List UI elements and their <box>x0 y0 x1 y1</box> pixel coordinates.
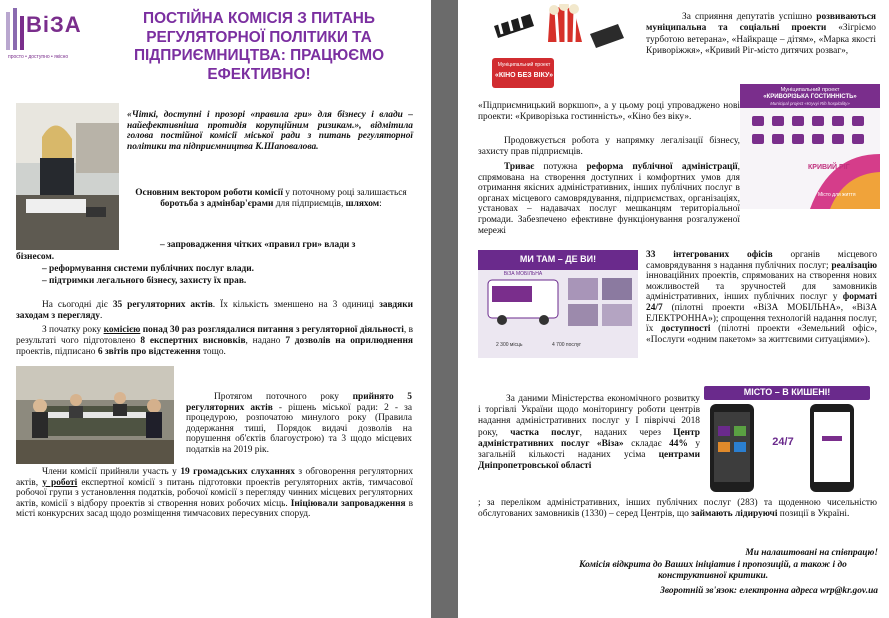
since-paragraph <box>16 325 413 359</box>
assist-projects: розвиваються муніципальна та соціальні проекти <box>646 12 876 34</box>
members-text-1: Члени комісії прийняли участь у <box>42 467 181 477</box>
cinema-project-image <box>478 4 628 94</box>
city-in-pocket-image <box>698 386 876 498</box>
since-commission: комісією <box>103 325 141 335</box>
acts-text-2: . Їх кількість зменшено на 3 одиниці <box>212 300 380 310</box>
ministry-text-5: ; за переліком адміністративних, інших публічних послуг (283) та щоденною чисельністю обслугованих замовників (1330) – серед Центрів, що <box>478 498 877 519</box>
hospitality-project-image <box>740 84 880 209</box>
during-paragraph <box>186 392 412 456</box>
hospitality-line2: «КРИВОРІЗЬКА ГОСТИННІСТЬ» <box>763 94 857 100</box>
hospitality-line3: Municipal project «Kryvyi Rih hospitality» <box>770 101 850 106</box>
since-count: понад 30 раз розглядалися питання з регуляторної діяльності <box>142 325 404 335</box>
since-text-2: , в результаті чого підготовлено <box>16 325 413 347</box>
closing-line-1: Ми налаштовані на співпрацю! <box>745 548 878 558</box>
assist-text-2: «Зігріємо турботою ветерана», «Найкраще – дітям», «Марка якості Криворіжжя», «Кривий Ріг-місто дитячих розваг», <box>646 23 876 56</box>
vector-way: шляхом <box>345 198 380 209</box>
closing-line-2: Комісія відкрита до Ваших ініціатив і пропозицій, а також і до конструктивної критики. <box>579 560 847 581</box>
since-text-1: З початку року <box>42 325 104 335</box>
reform-text-3: органів місцевого самоврядування з надання публічних послуг; <box>646 250 877 271</box>
members-text-4: в місті конкурсних засад щодо розміщення тимчасових пересувних споруд. <box>16 498 413 520</box>
ministry-leading: займають лідируючі <box>691 508 778 519</box>
cinema-badge-line2: «КІНО БЕЗ ВІКУ» <box>494 72 553 79</box>
acts-paragraph <box>16 300 413 321</box>
reform-lead: Триває <box>504 162 535 172</box>
pocket-247: 24/7 <box>772 436 794 448</box>
ministry-text-3: складає <box>623 438 670 449</box>
mobile-stat-2: 4 700 послуг <box>552 342 582 348</box>
reform-text-2: , спрямована на створення доступних і комфортних умов для отримання якісних адміністративних, інших публічних послуг в органах місцевого самоврядування, підприємствах, організаціях, установах – надавачах послуг мешканцям територіальної громади. Забезпечено ефективне функціонування розгалуженої мережі <box>478 162 740 236</box>
left-page <box>0 0 431 618</box>
since-text-4: проектів, підписано <box>16 347 98 358</box>
reform-text-1: потужна <box>534 162 587 172</box>
during-text-2: - рішень міської ради: 2 - за процедурою, розпочатою минулого року (Правила додержання тиші, Порядок видачі дозволів на порушення об'єктів благоустрою) та 3 щодо місцевих податків на 2019 рік. <box>186 402 412 455</box>
feedback-email[interactable]: Зворотній зв'язок: електронна адреса wrp@kr.gov.ua <box>660 586 878 596</box>
bullet-2: – реформування системи публічних послуг влади. <box>42 264 255 274</box>
since-experts: 8 експертних висновків <box>140 336 246 347</box>
members-text-3: експертної комісії з питань підготовки проектів регуляторних актів, тимчасової робочої групи з установлення податків, робочої комісії з перегляду чинних місцевих регуляторних актів, комісії з відбору проектів зі створення нових робочих місць. <box>16 477 413 509</box>
viza-logo <box>4 4 90 64</box>
acts-dot: . <box>99 310 103 321</box>
reform-text-5: (пілотні проекти «ВіЗА МОБІЛЬНА», «ВіЗА ЕЛЕКТРОННА»); спрощення технологій надання послуг, їх <box>646 302 877 335</box>
reform-paragraph-full <box>646 250 877 392</box>
since-permits: 7 дозволів на оприлюднення <box>285 336 413 347</box>
vector-colon: : <box>379 198 382 209</box>
legal-paragraph: Продовжується робота у напрямку легалізації бізнесу, захисту прав підприємців. <box>478 136 740 157</box>
assist-text-1: За сприяння депутатів успішно <box>682 12 817 22</box>
members-hearings: 19 громадських слуханнях <box>180 467 295 477</box>
since-text-3: , надано <box>245 336 286 347</box>
ministry-center: Центр адміністративних послуг «Віза» <box>478 427 701 449</box>
quote-paragraph: «Чіткі, доступні і прозорі «правила гри» для бізнесу і влади – найефективніша протидія корупційним ризикам.», відмітила голова постійної комісії міської ради з питань регуляторної політики та підприємництва К.Шаповалова. <box>127 110 413 152</box>
members-work: у роботі <box>42 477 78 488</box>
since-reports: 6 звітів про відстеження <box>97 347 201 358</box>
ministry-paragraph-end <box>478 498 877 519</box>
members-paragraph <box>16 467 413 520</box>
acts-review: завдяки заходам з перегляду <box>16 300 413 321</box>
ministry-share: частка послуг <box>510 427 580 438</box>
during-acts: прийнято 5 регуляторних актів <box>186 392 412 413</box>
pocket-banner: МІСТО – В КИШЕНІ! <box>743 387 831 397</box>
reform-text-6: (пілотні проекти «Земельний офіс», «Послуги «одним пакетом» за життєвими ситуаціями»). <box>646 324 877 345</box>
since-text-5: тощо. <box>200 347 226 358</box>
vector-text-2: для підприємців, <box>273 198 346 209</box>
bullet-3: – підтримки легального бізнесу, захисту їх прав. <box>42 276 247 286</box>
acts-text-1: На сьогодні діє <box>42 300 113 310</box>
vector-lead: Основним вектором роботи комісії <box>135 188 283 198</box>
reform-text-4: інноваційних проектів, спрямованих на створення нових можливостей та зручностей для замовників адміністративних, інших публічних послуг у <box>646 271 877 303</box>
hospitality-line1: Муніципальний проект <box>780 87 840 93</box>
logo-tagline: просто • доступно • якісно <box>8 54 69 60</box>
acts-count: 35 регуляторних актів <box>112 300 213 310</box>
vector-highlight: боротьба з адмінбар'єрами <box>160 198 274 209</box>
ministry-text-2: , наданих через <box>579 427 674 438</box>
hospitality-city-slogan: Місто для життя <box>818 192 856 198</box>
ministry-text-1: За даними Міністерства економічного розвитку і торгівлі України щодо моніторингу роботи центрів надання адміністративних послуг у І півріччі 2018 року, <box>478 394 700 438</box>
bullet-1-cont: бізнесом. <box>16 252 55 262</box>
reform-paragraph-top <box>478 162 740 247</box>
hospitality-city: КРИВИЙ РІГ <box>808 164 850 171</box>
members-introduction: запровадження <box>340 498 406 509</box>
vector-paragraph <box>130 188 412 209</box>
page-gutter <box>431 0 458 618</box>
ministry-paragraph <box>478 394 700 472</box>
reform-public-admin: реформа публічної адміністрації <box>586 162 738 172</box>
bullet-1: – запровадження чітких «правил гри» влади з <box>160 240 356 250</box>
right-page <box>458 0 889 618</box>
members-initiated: Ініціювали <box>290 498 339 509</box>
meeting-photo-2 <box>16 366 174 464</box>
during-text-1: Протягом поточного року <box>214 392 353 402</box>
ministry-percent: 44% <box>669 438 688 449</box>
reform-offices: 33 інтегрованих офісів <box>646 250 773 260</box>
reform-implementation: реалізацію <box>831 260 877 271</box>
viza-mobile-image <box>478 250 638 358</box>
logo-name: ВіЗА <box>26 12 82 37</box>
assist-paragraph-bottom: «Підприємницький воркшоп», а у цьому році упроваджено нові проекти: «Криворізька гостинність», «Кіно без віку». <box>478 101 740 123</box>
assist-paragraph-top <box>646 12 876 57</box>
meeting-photo-1 <box>16 103 119 250</box>
members-text-2: з обговорення регуляторних актів, <box>16 467 414 488</box>
mobile-subtitle: ВіЗА МОБІЛЬНА <box>503 271 543 277</box>
page-title: ПОСТІЙНА КОМІСІЯ З ПИТАНЬ РЕГУЛЯТОРНОЇ ПОЛІТИКИ ТА ПІДПРИЄМНИЦТВА: ПРАЦЮЄМО ЕФЕКТИВНО! <box>133 10 385 83</box>
reform-accessibility: доступності <box>660 324 711 335</box>
reform-format: форматі 24/7 <box>646 292 877 313</box>
vector-text-1: у поточному році залишається <box>282 188 407 198</box>
ministry-text-4: у загальній кількості наданих усіма <box>478 438 701 461</box>
mobile-banner: МИ ТАМ – ДЕ ВИ! <box>519 254 597 264</box>
mobile-stat-1: 2 300 місць <box>496 342 523 348</box>
ministry-region: центрами Дніпропетровської області <box>478 450 700 472</box>
cinema-badge-line1: Муніципальний проект <box>497 62 551 68</box>
ministry-text-6: позиції в Україні. <box>777 508 850 519</box>
